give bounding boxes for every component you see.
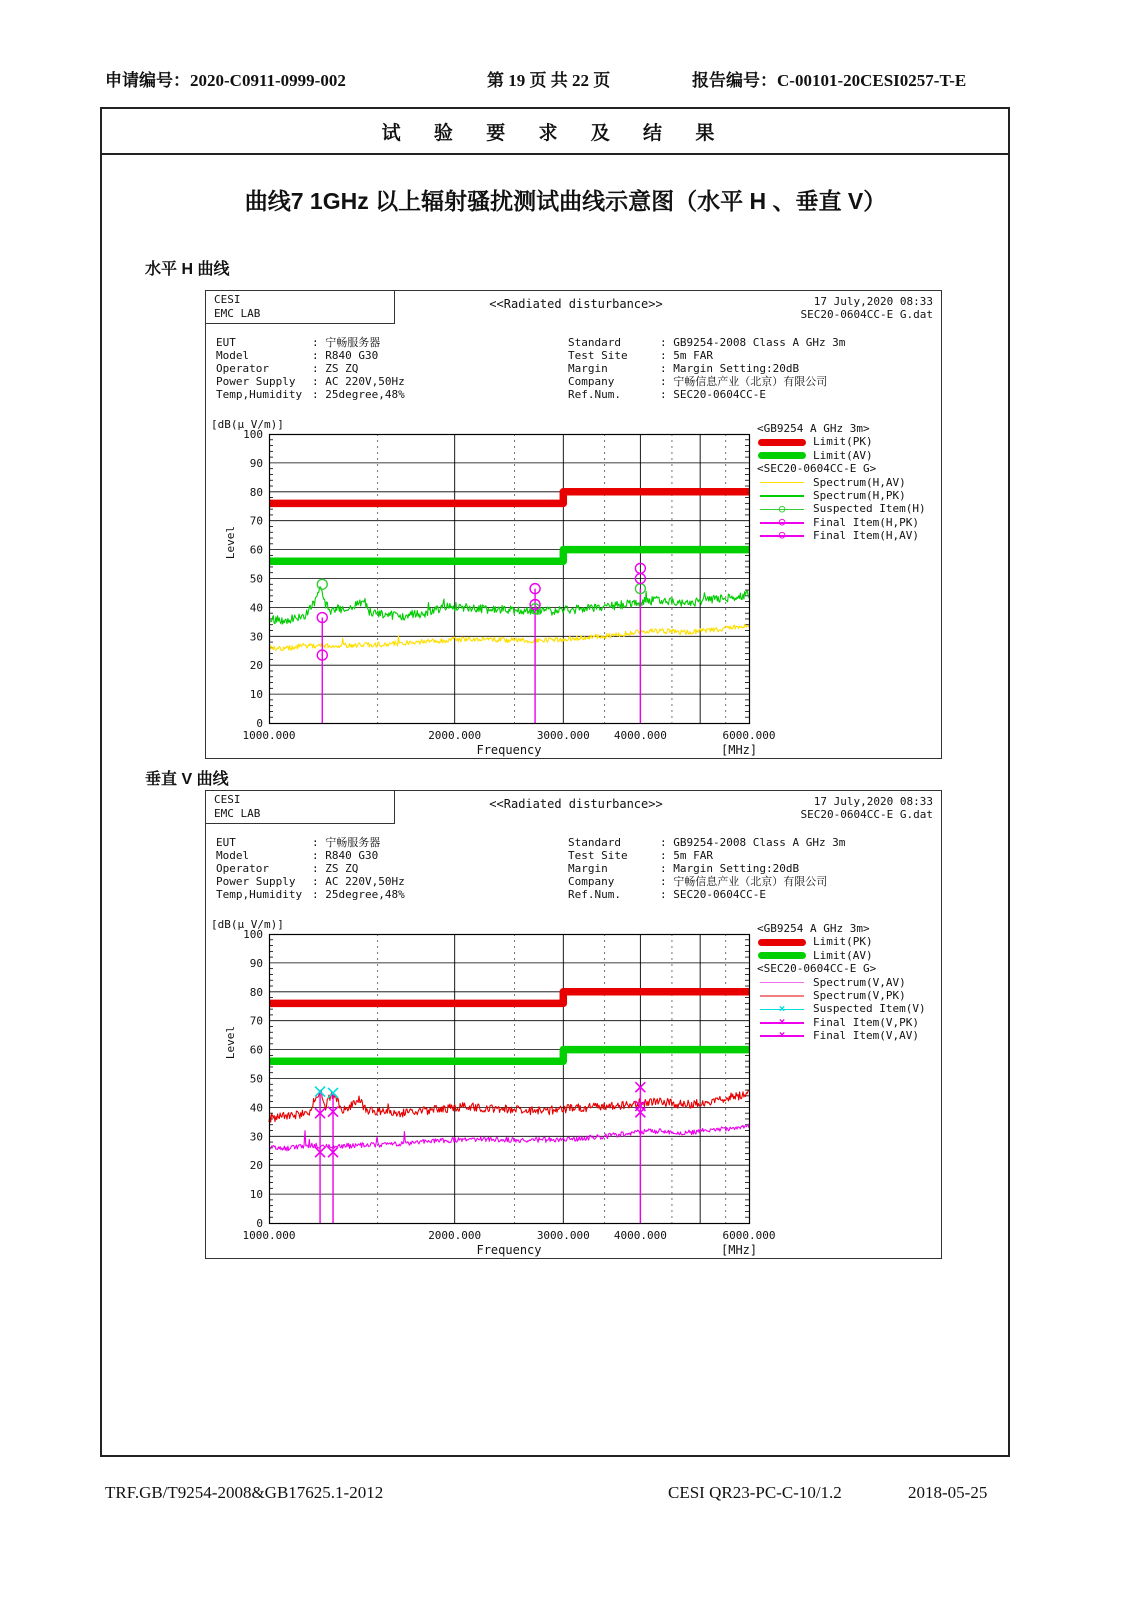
- legend: [757, 922, 941, 1043]
- legend: [757, 422, 941, 543]
- series-line-swatch: [757, 1029, 807, 1042]
- svg-text:40: 40: [249, 601, 263, 615]
- legend-label: Spectrum(V,AV): [813, 975, 906, 989]
- legend-group-title: <SEC20-0604CC-E G>: [757, 962, 877, 976]
- circle-marker-icon: ○: [778, 501, 786, 515]
- legend-label: Limit(AV): [813, 448, 873, 462]
- info-value: : 宁畅服务器: [312, 336, 381, 349]
- info-value: : AC 220V,50Hz: [312, 874, 405, 888]
- legend-item: [757, 1016, 941, 1029]
- info-label: EUT: [216, 836, 236, 849]
- info-left: [216, 337, 405, 402]
- section-title-bar: [102, 109, 1008, 155]
- chart-datetime: 17 July,2020 08:33: [813, 295, 933, 308]
- series-line-swatch: [757, 516, 807, 529]
- info-value: : GB9254-2008 Class A GHz 3m: [660, 336, 846, 349]
- svg-text:60: 60: [249, 543, 263, 557]
- info-row: [568, 389, 845, 402]
- legend-item: [757, 489, 941, 502]
- svg-text:3000.000: 3000.000: [536, 1229, 590, 1242]
- info-value: : ZS ZQ: [312, 361, 359, 375]
- svg-text:4000.000: 4000.000: [613, 1229, 667, 1242]
- legend-label: Spectrum(H,AV): [813, 475, 906, 489]
- info-label: Standard: [568, 336, 621, 349]
- legend-label: Suspected Item(H): [813, 502, 926, 516]
- info-value: : AC 220V,50Hz: [312, 374, 405, 388]
- legend-label: Final Item(H,AV): [813, 529, 919, 543]
- level-axis-label: Level: [224, 525, 238, 560]
- series-line-swatch: [757, 503, 807, 516]
- info-label: Power Supply: [216, 874, 296, 888]
- info-value: : R840 G30: [312, 348, 379, 362]
- info-value: : GB9254-2008 Class A GHz 3m: [660, 836, 846, 849]
- figure-title: 曲线7 1GHz 以上辐射骚扰测试曲线示意图（水平 H 、垂直 V）: [244, 188, 887, 214]
- svg-text:20: 20: [249, 1159, 263, 1173]
- legend-item: [757, 976, 941, 989]
- info-label: Operator: [216, 861, 269, 875]
- chart-meta: [801, 295, 933, 321]
- svg-text:60: 60: [249, 1043, 263, 1057]
- svg-text:80: 80: [249, 485, 263, 499]
- info-row: [216, 350, 405, 363]
- info-label: Margin: [568, 361, 608, 375]
- svg-text:20: 20: [249, 659, 263, 673]
- svg-text:3000.000: 3000.000: [536, 729, 590, 742]
- limit-line-swatch: [757, 936, 807, 949]
- info-value: : SEC20-0604CC-E: [660, 387, 766, 401]
- info-row: [216, 389, 405, 402]
- svg-text:50: 50: [249, 572, 263, 586]
- legend-label: Limit(AV): [813, 948, 873, 962]
- mhz-unit-label: [MHz]: [721, 743, 758, 757]
- info-value: : Margin Setting:20dB: [660, 361, 800, 375]
- series-line-swatch: [757, 976, 807, 989]
- info-value: : 5m FAR: [660, 348, 713, 362]
- legend-item: [757, 435, 941, 448]
- info-row: [216, 889, 405, 902]
- y-unit-label: [dB(µ V/m)]: [211, 418, 284, 431]
- chart-vertical: [205, 790, 942, 1259]
- legend-label: Spectrum(H,PK): [813, 489, 906, 503]
- svg-text:1000.000: 1000.000: [242, 729, 296, 742]
- x-marker-icon: ×: [778, 1001, 786, 1015]
- svg-text:90: 90: [249, 456, 263, 470]
- frequency-axis-label: Frequency: [476, 743, 542, 757]
- chart-h-label: 水平 H 曲线: [145, 261, 230, 278]
- info-label: Temp,Humidity: [216, 887, 303, 901]
- info-label: Test Site: [568, 348, 628, 362]
- info-label: Model: [216, 848, 250, 862]
- info-value: : ZS ZQ: [312, 861, 359, 875]
- info-label: Ref.Num.: [568, 387, 621, 401]
- svg-text:30: 30: [249, 630, 263, 644]
- svg-text:2000.000: 2000.000: [428, 729, 482, 742]
- legend-item: [757, 1002, 941, 1015]
- info-label: Ref.Num.: [568, 887, 621, 901]
- limit-line-swatch: [757, 436, 807, 449]
- svg-text:10: 10: [249, 688, 263, 702]
- x-marker-icon: ×: [778, 1028, 786, 1042]
- limit-line-swatch: [757, 449, 807, 462]
- series-line-swatch: [757, 489, 807, 502]
- info-value: : 5m FAR: [660, 848, 713, 862]
- lab-box: [205, 790, 395, 824]
- info-value: : 宁畅信息产业（北京）有限公司: [660, 374, 828, 388]
- limit-line-swatch: [757, 949, 807, 962]
- info-row: [216, 850, 405, 863]
- chart-meta: [801, 795, 933, 821]
- svg-text:40: 40: [249, 1101, 263, 1115]
- info-label: Test Site: [568, 848, 628, 862]
- legend-group-title: <SEC20-0604CC-E G>: [757, 462, 877, 476]
- lab-dept: EMC LAB: [214, 807, 261, 820]
- svg-text:4000.000: 4000.000: [613, 729, 667, 742]
- lab-dept: EMC LAB: [214, 307, 261, 320]
- legend-item: [757, 529, 941, 542]
- legend-item: [757, 502, 941, 515]
- plot-svg: [242, 428, 776, 742]
- legend-item: [757, 935, 941, 948]
- series-line-swatch: [757, 989, 807, 1002]
- info-value: : 宁畅信息产业（北京）有限公司: [660, 874, 828, 888]
- info-left: [216, 837, 405, 902]
- chart-datetime: 17 July,2020 08:33: [813, 795, 933, 808]
- svg-text:1000.000: 1000.000: [242, 1229, 296, 1242]
- svg-text:70: 70: [249, 1014, 263, 1028]
- info-row: [568, 889, 845, 902]
- chart-filename: SEC20-0604CC-E G.dat: [800, 808, 933, 821]
- info-label: Power Supply: [216, 374, 296, 388]
- info-value: : SEC20-0604CC-E: [660, 887, 766, 901]
- svg-text:100: 100: [243, 428, 263, 441]
- footer-date: 2018-05-25: [908, 1483, 988, 1502]
- chart-filename: SEC20-0604CC-E G.dat: [800, 308, 933, 321]
- info-value: : R840 G30: [312, 848, 379, 862]
- application-number: 申请编号：2020-C0911-0999-002: [105, 71, 346, 90]
- x-marker-icon: ×: [778, 1015, 786, 1029]
- chart-horizontal: [205, 290, 942, 759]
- info-label: EUT: [216, 336, 236, 349]
- series-line-swatch: [757, 476, 807, 489]
- legend-group-title: <GB9254 A GHz 3m>: [757, 422, 870, 435]
- svg-text:30: 30: [249, 1130, 263, 1144]
- info-right: [568, 337, 845, 402]
- chart-title: <<Radiated disturbance>>: [489, 297, 663, 311]
- lab-name: CESI: [214, 793, 241, 806]
- info-value: : Margin Setting:20dB: [660, 861, 800, 875]
- legend-label: Limit(PK): [813, 435, 873, 449]
- svg-text:50: 50: [249, 1072, 263, 1086]
- legend-item: [757, 516, 941, 529]
- footer-trf: TRF.GB/T9254-2008&GB17625.1-2012: [105, 1483, 384, 1502]
- info-value: : 25degree,48%: [312, 887, 405, 901]
- svg-text:80: 80: [249, 985, 263, 999]
- svg-text:0: 0: [256, 1217, 263, 1230]
- legend-label: Final Item(H,PK): [813, 515, 919, 529]
- series-line-swatch: [757, 1016, 807, 1029]
- lab-box: [205, 290, 395, 324]
- info-label: Company: [568, 874, 615, 888]
- circle-marker-icon: ○: [778, 528, 786, 542]
- chart-v-label: 垂直 V 曲线: [145, 771, 229, 788]
- info-label: Operator: [216, 361, 269, 375]
- svg-text:10: 10: [249, 1188, 263, 1202]
- frequency-axis-label: Frequency: [476, 1243, 542, 1257]
- legend-label: Limit(PK): [813, 935, 873, 949]
- info-label: Model: [216, 348, 250, 362]
- svg-text:100: 100: [243, 928, 263, 941]
- info-value: : 宁畅服务器: [312, 836, 381, 849]
- info-label: Margin: [568, 861, 608, 875]
- legend-item: [757, 949, 941, 962]
- info-value: : 25degree,48%: [312, 387, 405, 401]
- legend-item: [757, 449, 941, 462]
- footer-doc-code: CESI QR23-PC-C-10/1.2: [668, 1483, 842, 1502]
- svg-text:2000.000: 2000.000: [428, 1229, 482, 1242]
- report-number: 报告编号：C-00101-20CESI0257-T-E: [692, 71, 967, 90]
- legend-label: Suspected Item(V): [813, 1002, 926, 1016]
- info-right: [568, 837, 845, 902]
- chart-title: <<Radiated disturbance>>: [489, 797, 663, 811]
- circle-marker-icon: ○: [778, 515, 786, 529]
- info-label: Standard: [568, 836, 621, 849]
- series-line-swatch: [757, 1003, 807, 1016]
- lab-name: CESI: [214, 293, 241, 306]
- page-number: 第 19 页 共 22 页: [487, 71, 611, 90]
- svg-text:90: 90: [249, 956, 263, 970]
- series-line-swatch: [757, 529, 807, 542]
- svg-text:6000.000: 6000.000: [722, 729, 776, 742]
- svg-text:6000.000: 6000.000: [722, 1229, 776, 1242]
- legend-item: [757, 989, 941, 1002]
- legend-label: Final Item(V,AV): [813, 1029, 919, 1043]
- legend-item: [757, 476, 941, 489]
- y-unit-label: [dB(µ V/m)]: [211, 918, 284, 931]
- level-axis-label: Level: [224, 1025, 238, 1060]
- section-title: 试 验 要 求 及 结 果: [381, 122, 729, 144]
- legend-label: Spectrum(V,PK): [813, 989, 906, 1003]
- legend-label: Final Item(V,PK): [813, 1015, 919, 1029]
- legend-item: [757, 1029, 941, 1042]
- svg-text:70: 70: [249, 514, 263, 528]
- mhz-unit-label: [MHz]: [721, 1243, 758, 1257]
- info-label: Company: [568, 374, 615, 388]
- info-label: Temp,Humidity: [216, 387, 303, 401]
- svg-text:0: 0: [256, 717, 263, 730]
- legend-group-title: <GB9254 A GHz 3m>: [757, 922, 870, 935]
- plot-svg: [242, 928, 776, 1242]
